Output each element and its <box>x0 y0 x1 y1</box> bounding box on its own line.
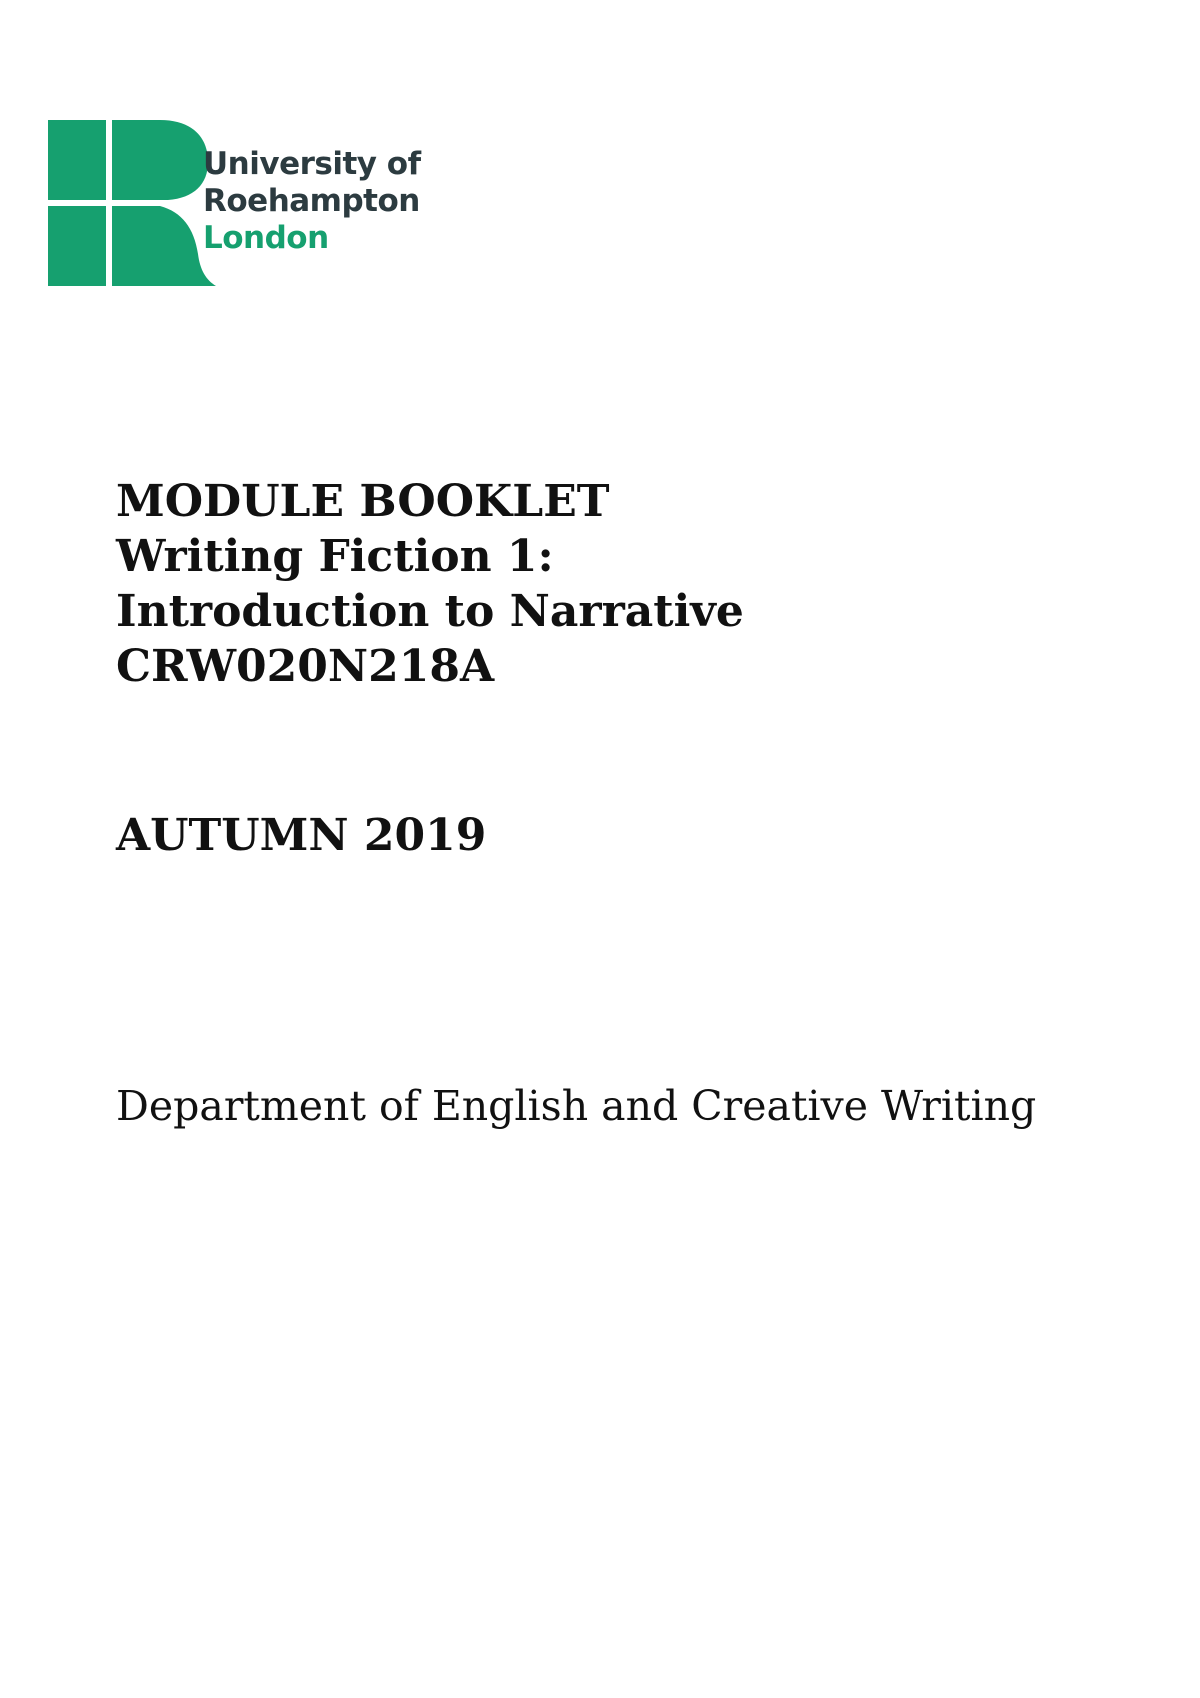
logo-line-london: London <box>203 220 329 256</box>
booklet-heading: MODULE BOOKLET <box>116 476 610 527</box>
logo-wordmark <box>203 146 421 257</box>
logo-line-university: University of <box>203 146 421 182</box>
term-label: AUTUMN 2019 <box>116 810 487 861</box>
department-label: Department of English and Creative Writing <box>116 1082 1037 1130</box>
module-subtitle: Introduction to Narrative <box>116 586 744 637</box>
university-logo <box>48 120 448 290</box>
roehampton-r-mark-icon <box>48 120 216 286</box>
module-title: Writing Fiction 1: <box>116 531 554 582</box>
title-block <box>116 474 744 694</box>
module-code: CRW020N218A <box>116 641 495 692</box>
logo-line-roehampton: Roehampton <box>203 183 420 219</box>
